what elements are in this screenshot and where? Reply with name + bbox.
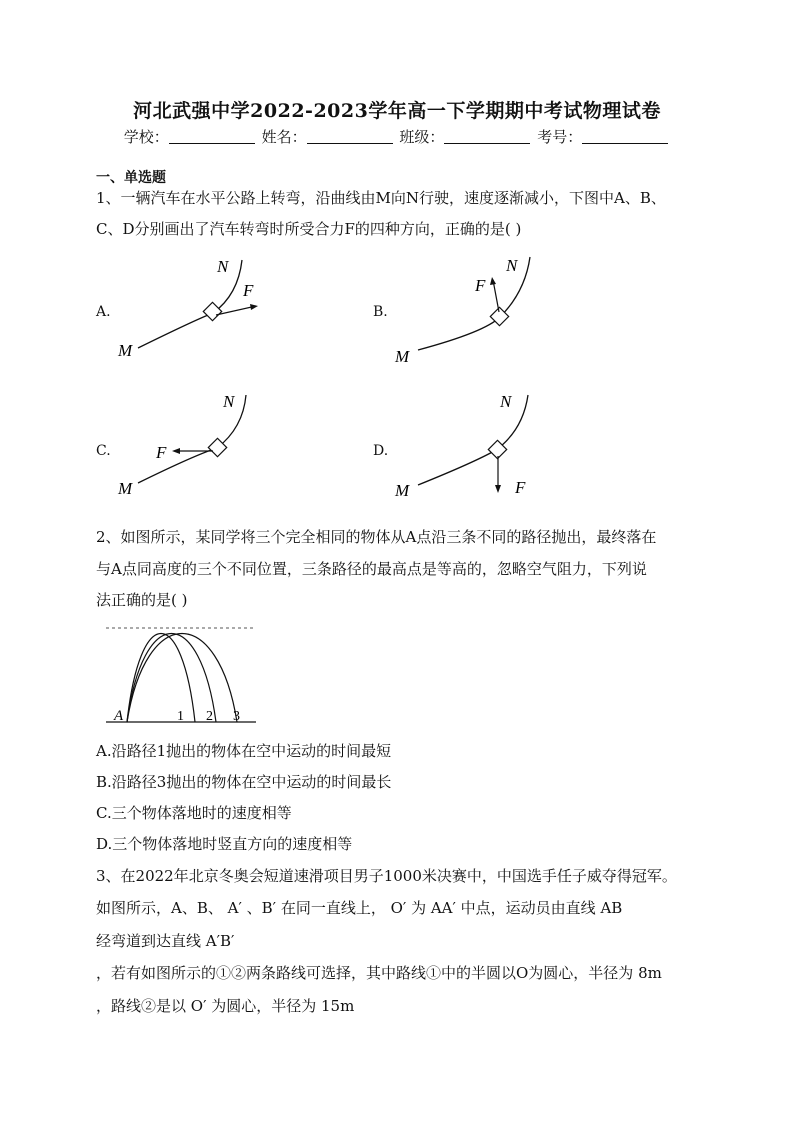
q1-text-line2: C、D分别画出了汽车转弯时所受合力F的四种方向，正确的是( ) bbox=[96, 220, 522, 238]
section-heading: 一、单选题 bbox=[96, 170, 166, 186]
q2-option-b: B.沿路径3抛出的物体在空中运动的时间最长 bbox=[96, 773, 392, 791]
force-arrowhead bbox=[172, 448, 180, 454]
label-f: F bbox=[515, 478, 526, 497]
class-blank bbox=[444, 129, 530, 144]
q3-text-line4: ，若有如图所示的①②两条路线可选择，其中路线①中的半圆以O为圆心，半径为 8m bbox=[96, 964, 662, 982]
q1-option-c-letter: C. bbox=[96, 443, 111, 459]
car-block bbox=[208, 438, 226, 456]
exam-no-label: 考号： bbox=[537, 128, 583, 146]
force-arrow bbox=[493, 280, 499, 312]
trajectory-2 bbox=[127, 634, 216, 723]
q2-text-line3: 法正确的是( ) bbox=[96, 591, 188, 609]
label-m: M bbox=[118, 341, 133, 360]
q1-text-line1: 1、一辆汽车在水平公路上转弯，沿曲线由M向N行驶，速度逐渐减小，下图中A、B、 bbox=[96, 189, 666, 207]
student-info-row bbox=[0, 126, 794, 147]
q2-option-d: D.三个物体落地时竖直方向的速度相等 bbox=[96, 835, 353, 853]
force-arrow bbox=[216, 306, 256, 315]
trajectory-1 bbox=[127, 634, 195, 723]
q2-text-line1: 2、如图所示，某同学将三个完全相同的物体从A点沿三条不同的路径抛出，最终落在 bbox=[96, 528, 657, 546]
q1-option-d-figure bbox=[390, 390, 550, 505]
label-f: F bbox=[156, 443, 167, 462]
label-path-2: 2 bbox=[206, 709, 213, 724]
class-label: 班级： bbox=[399, 128, 445, 146]
q2-option-c: C.三个物体落地时的速度相等 bbox=[96, 804, 292, 822]
page-title: 河北武强中学2022-2023学年高一下学期期中考试物理试卷 bbox=[133, 100, 661, 122]
label-n: N bbox=[223, 392, 235, 411]
label-path-1: 1 bbox=[177, 709, 184, 724]
curve-path bbox=[418, 395, 528, 485]
label-a: A bbox=[114, 708, 124, 724]
school-blank bbox=[169, 129, 255, 144]
q3-text-line5: ，路线②是以 O′ 为圆心，半径为 15m bbox=[96, 997, 355, 1015]
q1-option-b-figure bbox=[390, 252, 550, 370]
q3-text-line1: 3、在2022年北京冬奥会短道速滑项目男子1000米决赛中，中国选手任子威夺得冠军。 bbox=[96, 867, 677, 885]
q1-option-a-figure bbox=[110, 255, 280, 365]
q2-option-a: A.沿路径1抛出的物体在空中运动的时间最短 bbox=[96, 742, 392, 760]
label-f: F bbox=[475, 276, 486, 295]
q1-option-a-letter: A. bbox=[96, 304, 111, 320]
label-m: M bbox=[118, 479, 133, 498]
q1-option-c-figure bbox=[110, 390, 280, 502]
name-blank bbox=[307, 129, 393, 144]
label-n: N bbox=[217, 257, 229, 276]
label-m: M bbox=[395, 481, 410, 500]
q3-text-line2: 如图所示，A、B、 A′ 、B′ 在同一直线上， O′ 为 AA′ 中点，运动员由直线 AB bbox=[96, 899, 623, 917]
q3-text-line3: 经弯道到达直线 A′B′ bbox=[96, 932, 235, 950]
label-m: M bbox=[395, 347, 410, 366]
label-path-3: 3 bbox=[233, 709, 240, 724]
q2-trajectory-figure bbox=[100, 620, 260, 728]
force-arrowhead bbox=[490, 277, 496, 285]
name-label: 姓名： bbox=[261, 128, 307, 146]
car-block bbox=[203, 302, 221, 320]
q2-text-line2: 与A点同高度的三个不同位置，三条路径的最高点是等高的，忽略空气阻力，下列说 bbox=[96, 560, 647, 578]
exam-no-blank bbox=[582, 129, 668, 144]
force-arrowhead bbox=[250, 304, 258, 310]
school-label: 学校： bbox=[123, 128, 169, 146]
label-f: F bbox=[243, 281, 254, 300]
force-arrowhead bbox=[495, 485, 501, 493]
q1-option-d-letter: D. bbox=[373, 443, 389, 459]
label-n: N bbox=[506, 256, 518, 275]
q1-option-b-letter: B. bbox=[373, 304, 388, 320]
label-n: N bbox=[500, 392, 512, 411]
